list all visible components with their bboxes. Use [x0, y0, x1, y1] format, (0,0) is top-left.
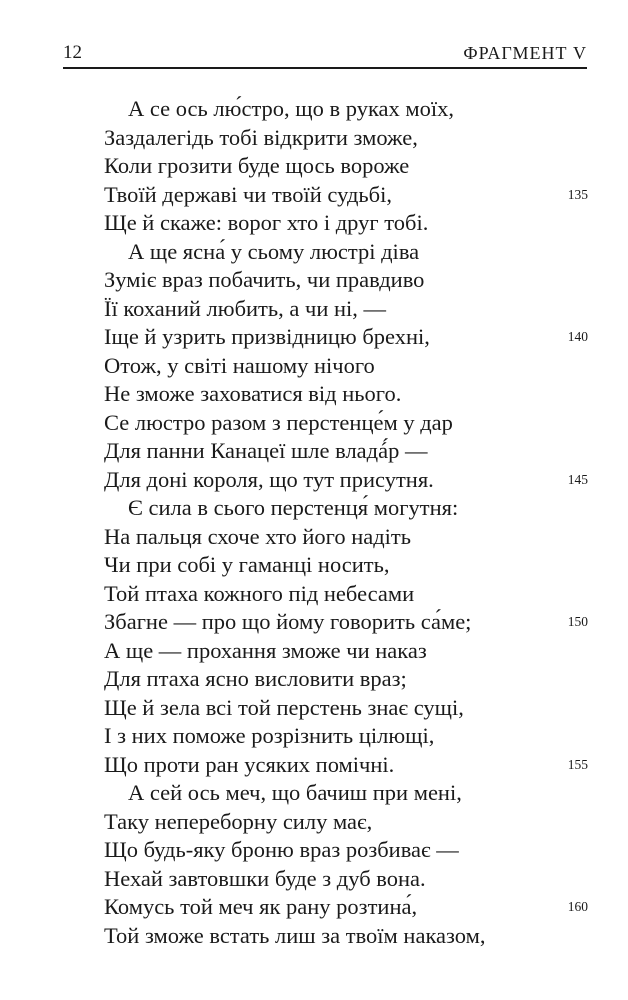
- verse-line: А сей ось меч, що бачиш при мені,: [128, 780, 462, 805]
- verse-line: Збагне — про що йому говорить са́ме;: [104, 609, 472, 634]
- line-number: 145: [567, 472, 588, 487]
- verse-line: Для доні короля, що тут присутня.: [104, 467, 434, 492]
- verse-line: Є сила в сього перстенця́ могутня:: [128, 495, 459, 520]
- verse-line: Нехай завтовшки буде з дуб вона.: [104, 866, 426, 891]
- verse-line: Твоїй державі чи твоїй судьбі,: [104, 182, 392, 207]
- verse-line: Не зможе заховатися від нього.: [104, 381, 402, 406]
- verse-line: Той птаха кожного під небесами: [104, 581, 415, 606]
- page-header: [63, 42, 587, 66]
- page-number: 12: [63, 42, 82, 63]
- verse-line: Для птаха ясно висловити враз;: [104, 666, 407, 691]
- verse-line: Її коханий любить, а чи ні, —: [104, 296, 387, 321]
- verse-line: Іще й узрить призвідницю брехні,: [104, 324, 430, 349]
- verse-line: А ще ясна́ у сьому люстрі діва: [128, 239, 420, 264]
- verse-line: І з них поможе розрізнить цілющі,: [104, 723, 435, 748]
- verse-line: Отож, у світі нашому нічого: [104, 353, 375, 378]
- verse-line: А се ось лю́стро, що в руках моїх,: [128, 96, 455, 121]
- verse-line: Зуміє враз побачить, чи правдиво: [104, 267, 425, 292]
- line-number: 150: [567, 614, 588, 629]
- verse-line: Чи при собі у гаманці носить,: [104, 552, 390, 577]
- header-rule: [63, 67, 587, 69]
- line-number: 155: [567, 757, 588, 772]
- verse-line: Таку непереборну силу має,: [104, 809, 373, 834]
- verse-line: Се люстро разом з перстенце́м у дар: [104, 410, 453, 435]
- line-number: 140: [567, 329, 588, 344]
- verse-line: На пальця схоче хто його надіть: [104, 524, 412, 549]
- verse-line: Що проти ран усяких помічні.: [104, 752, 395, 777]
- verse-line: Що будь-яку броню враз розбиває —: [104, 837, 459, 862]
- line-number: 135: [567, 187, 588, 202]
- line-number: 160: [567, 899, 588, 914]
- verse-line: Той зможе встать лиш за твоїм наказом,: [104, 923, 486, 948]
- verse-line: Коли грозити буде щось вороже: [104, 153, 410, 178]
- verse-line: Ще й скаже: ворог хто і друг тобі.: [104, 210, 429, 235]
- verse-line: Заздалегідь тобі відкрити зможе,: [104, 125, 418, 150]
- verse-line: Ще й зела всі той перстень знає сущі,: [104, 695, 464, 720]
- verse-line: А ще — прохання зможе чи наказ: [104, 638, 427, 663]
- running-title: ФРАГМЕНТ V: [463, 43, 587, 63]
- verse-line: Комусь той меч як рану розтина́,: [104, 894, 418, 919]
- verse-line: Для панни Канацеї шле владá́р —: [104, 438, 428, 463]
